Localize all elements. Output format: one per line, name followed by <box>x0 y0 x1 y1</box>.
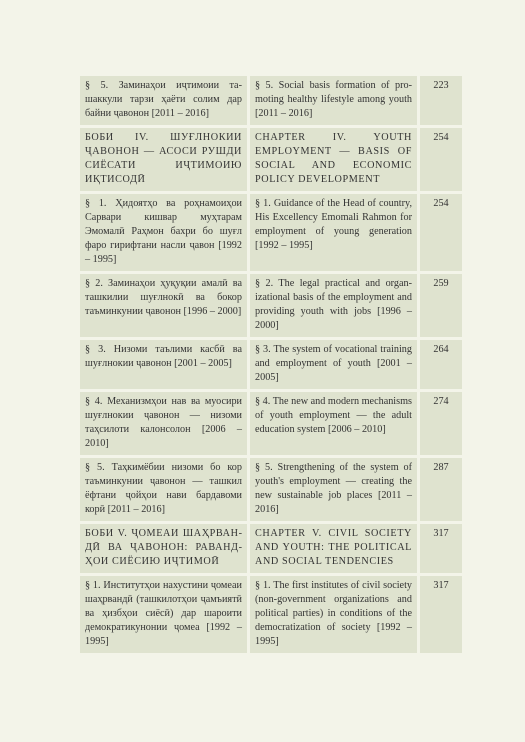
english-entry-text: § 1. Guidance of the Head of country, His Excellency Emomali Rahmon for employment of young generation [1992 – 1995] <box>255 198 412 251</box>
english-entry <box>250 340 417 389</box>
english-entry <box>250 194 417 271</box>
english-entry-text: § 2. The legal practical and organizational basis of the employment and providing youth with jobs [1996 – 2000] <box>255 278 412 331</box>
english-entry <box>250 392 417 455</box>
toc-row <box>80 576 462 653</box>
toc-row-chapter <box>80 524 462 573</box>
tajik-chapter-title <box>80 128 247 191</box>
page-number: 287 <box>420 458 462 521</box>
tajik-entry-text: § 1. Ҳидоятҳо ва роҳнамоиҳои Сарвари кишвар муҳтарам Эмомалӣ Раҳмон бахри бо шуғл фаро гирифтани насли ҷавон [1992 – 1995] <box>85 198 242 265</box>
page-number: 259 <box>420 274 462 337</box>
page-number: 274 <box>420 392 462 455</box>
tajik-entry-text: § 1. Институтҳои нахустини ҷомеаи шаҳрвандӣ (ташкилотҳои ҷамъиятӣ ва ҳизбҳои сиёсӣ) дар шароити демократикунонии ҷомеа [1992 – 1995] <box>85 580 242 647</box>
english-chapter-title <box>250 524 417 573</box>
toc-row <box>80 194 462 271</box>
page-number: 223 <box>420 76 462 125</box>
page-number: 317 <box>420 524 462 573</box>
english-entry-text: § 1. The first institutes of civil society (non-government organizations and political parties) in conditions of the democratization of society [1992 – 1995] <box>255 580 412 647</box>
tajik-entry-text: § 4. Механизмҳои нав ва муосири шуғлнокии ҷавонон — низоми таҳсилоти калонсолон [2006 – 2010] <box>85 396 242 449</box>
tajik-entry <box>80 76 247 125</box>
english-entry-text: § 3. The system of vocational training and employment of youth [2001 – 2005] <box>255 344 412 383</box>
tajik-entry <box>80 274 247 337</box>
toc-row <box>80 76 462 125</box>
english-entry-text: § 5. Social basis formation of promoting healthy lifestyle among youth [2011 – 2016] <box>255 80 412 119</box>
tajik-entry-text: § 5. Заминаҳои иҷтимоии ташаккули тарзи ҳаёти солим дар байни ҷавонон [2011 – 2016] <box>85 80 242 119</box>
english-entry <box>250 76 417 125</box>
page-number: 264 <box>420 340 462 389</box>
tajik-entry <box>80 458 247 521</box>
toc-row <box>80 392 462 455</box>
toc-row <box>80 340 462 389</box>
toc-row <box>80 458 462 521</box>
page-number: 317 <box>420 576 462 653</box>
english-entry <box>250 274 417 337</box>
tajik-entry <box>80 194 247 271</box>
tajik-entry-text: БОБИ V. ҶОМЕАИ ШАҲРВАНДӢ ВА ҶАВОНОН: РАВАНДҲОИ СИЁСИЮ ИҶТИМОӢ <box>85 528 242 567</box>
english-entry-text: § 5. Strengthening of the system of youth's employment — creating the new sustainable job places [2011 – 2016] <box>255 462 412 515</box>
toc-row <box>80 274 462 337</box>
tajik-chapter-title <box>80 524 247 573</box>
english-entry-text: CHAPTER IV. YOUTH EMPLOYMENT — BASIS OF SOCIAL AND ECONOMIC POLICY DEVELOPMENT <box>255 132 412 185</box>
tajik-entry-text: § 3. Низоми таълими касбӣ ва шуғлнокии ҷавонон [2001 – 2005] <box>85 344 242 369</box>
english-entry <box>250 458 417 521</box>
table-of-contents <box>77 73 465 656</box>
page-number: 254 <box>420 128 462 191</box>
english-entry-text: § 4. The new and modern mechanisms of youth employment — the adult education system [2006 – 2010] <box>255 396 412 435</box>
english-entry-text: CHAPTER V. CIVIL SOCIETY AND YOUTH: THE POLITICAL AND SOCIAL TENDENCIES <box>255 528 412 567</box>
tajik-entry-text: § 5. Таҳкимёбии низоми бо кор таъминкунии ҷавонон — ташкил ёфтани ҷойҳои нави бардавоми корӣ [2011 – 2016] <box>85 462 242 515</box>
tajik-entry <box>80 340 247 389</box>
toc-row-chapter <box>80 128 462 191</box>
tajik-entry-text: БОБИ IV. ШУҒЛНОКИИ ҶАВОНОН — АСОСИ РУШДИ СИЁСАТИ ИҶТИМОИЮ ИҚТИСОДӢ <box>85 132 242 185</box>
tajik-entry-text: § 2. Заминаҳои ҳуқуқии амалӣ ва ташкилии шуғлнокӣ ва бокор таъминкунии ҷавонон [1996 – 2000] <box>85 278 242 317</box>
english-chapter-title <box>250 128 417 191</box>
tajik-entry <box>80 576 247 653</box>
tajik-entry <box>80 392 247 455</box>
english-entry <box>250 576 417 653</box>
page-number: 254 <box>420 194 462 271</box>
